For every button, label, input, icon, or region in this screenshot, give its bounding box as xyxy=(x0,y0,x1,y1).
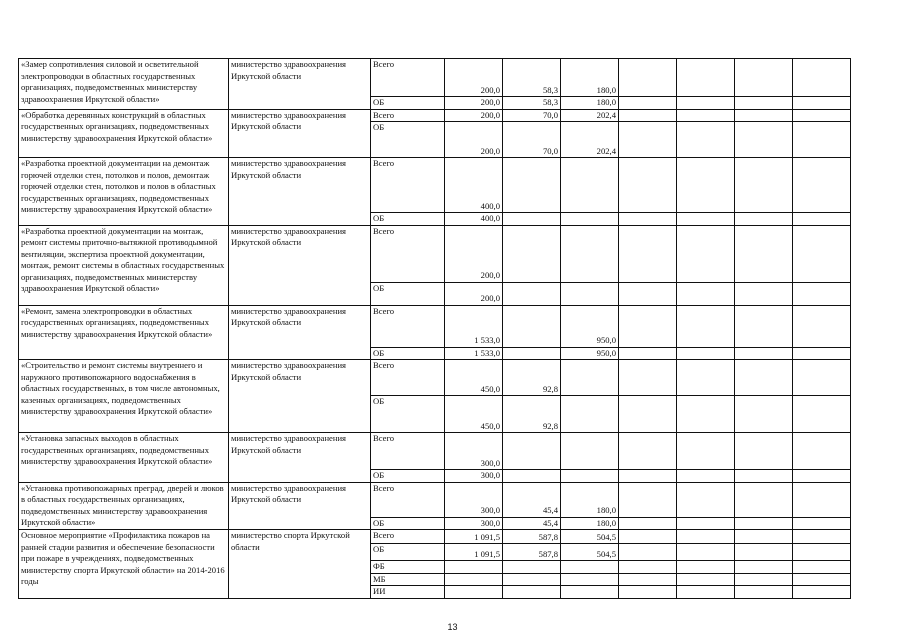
amount-cell xyxy=(735,470,793,483)
funding-source-cell: ОБ xyxy=(371,97,445,110)
amount-cell xyxy=(677,122,735,158)
measure-name-cell: «Строительство и ремонт системы внутреннего и наружного противопожарного водоснабжения в областных государственных, в том числе автономных, казенных организациях, подведомственных министерству здравоохранения Иркутской области» xyxy=(19,360,229,433)
amount-cell xyxy=(619,561,677,574)
amount-cell xyxy=(619,433,677,470)
executor-cell: министерство здравоохранения Иркутской области xyxy=(229,109,371,158)
amount-cell xyxy=(677,573,735,586)
funding-source-cell: Всего xyxy=(371,158,445,213)
amount-cell: 1 091,5 xyxy=(445,544,503,561)
page-number: 13 xyxy=(447,622,458,632)
budget-table-body xyxy=(19,59,905,599)
amount-cell xyxy=(503,225,561,282)
table-row xyxy=(19,530,905,544)
executor-cell: министерство здравоохранения Иркутской области xyxy=(229,360,371,433)
amount-cell xyxy=(677,109,735,122)
amount-cell: 950,0 xyxy=(561,305,619,347)
amount-cell xyxy=(735,158,793,213)
amount-cell xyxy=(561,433,619,470)
amount-cell: 300,0 xyxy=(445,482,503,517)
amount-cell: 1 091,5 xyxy=(445,530,503,544)
amount-cell xyxy=(619,109,677,122)
measure-name-cell: «Установка запасных выходов в областных государственных организациях, подведомственных министерству здравоохранения Иркутской области» xyxy=(19,433,229,483)
funding-source-cell: ФБ xyxy=(371,561,445,574)
amount-cell xyxy=(677,360,735,396)
amount-cell: 400,0 xyxy=(445,213,503,226)
amount-cell xyxy=(793,530,851,544)
amount-cell xyxy=(503,470,561,483)
funding-source-cell: ОБ xyxy=(371,122,445,158)
amount-cell xyxy=(793,213,851,226)
amount-cell xyxy=(619,225,677,282)
amount-cell: 70,0 xyxy=(503,109,561,122)
amount-cell xyxy=(793,225,851,282)
amount-cell xyxy=(677,396,735,433)
amount-cell xyxy=(735,530,793,544)
measure-name-cell: «Установка противопожарных преград, дверей и люков в областных государственных организациях, подведомственных министерству здравоохранения Иркутской области» xyxy=(19,482,229,530)
funding-source-cell: Всего xyxy=(371,305,445,347)
amount-cell: 200,0 xyxy=(445,282,503,305)
amount-cell xyxy=(793,396,851,433)
amount-cell xyxy=(735,561,793,574)
funding-source-cell: МБ xyxy=(371,573,445,586)
amount-cell xyxy=(619,122,677,158)
amount-cell: 180,0 xyxy=(561,482,619,517)
amount-cell xyxy=(677,433,735,470)
amount-cell xyxy=(561,213,619,226)
amount-cell xyxy=(561,282,619,305)
amount-cell: 450,0 xyxy=(445,360,503,396)
amount-cell: 92,8 xyxy=(503,360,561,396)
amount-cell xyxy=(793,347,851,360)
amount-cell xyxy=(677,586,735,599)
measure-name-cell: «Обработка деревянных конструкций в областных государственных организациях, подведомственных министерству здравоохранения Иркутской области» xyxy=(19,109,229,158)
amount-cell xyxy=(561,470,619,483)
amount-cell xyxy=(793,433,851,470)
amount-cell: 400,0 xyxy=(445,158,503,213)
executor-cell: министерство здравоохранения Иркутской области xyxy=(229,482,371,530)
measure-name-cell: Основное мероприятие «Профилактика пожаров на ранней стадии развития и обеспечение безопасности при пожаре в учреждениях, подведомственных министерству спорта Иркутской области» на 2014-2016 годы xyxy=(19,530,229,599)
amount-cell xyxy=(793,544,851,561)
funding-source-cell: ОБ xyxy=(371,470,445,483)
executor-cell: министерство здравоохранения Иркутской области xyxy=(229,158,371,226)
amount-cell xyxy=(735,97,793,110)
amount-cell: 1 533,0 xyxy=(445,347,503,360)
amount-cell: 92,8 xyxy=(503,396,561,433)
funding-source-cell: Всего xyxy=(371,109,445,122)
amount-cell xyxy=(735,225,793,282)
table-row xyxy=(19,305,905,347)
amount-cell xyxy=(561,561,619,574)
amount-cell xyxy=(619,213,677,226)
amount-cell xyxy=(677,517,735,530)
amount-cell xyxy=(619,347,677,360)
funding-source-cell: Всего xyxy=(371,360,445,396)
table-row xyxy=(19,59,905,97)
amount-cell xyxy=(793,586,851,599)
measure-name-cell: «Замер сопротивления силовой и осветительной электропроводки в областных государственных организациях, подведомственных министерству здравоохранения Иркутской области» xyxy=(19,59,229,110)
amount-cell xyxy=(619,470,677,483)
amount-cell: 504,5 xyxy=(561,544,619,561)
amount-cell xyxy=(677,59,735,97)
amount-cell xyxy=(677,158,735,213)
amount-cell xyxy=(735,482,793,517)
funding-source-cell: ОБ xyxy=(371,282,445,305)
executor-cell: министерство здравоохранения Иркутской области xyxy=(229,59,371,110)
amount-cell xyxy=(561,396,619,433)
amount-cell xyxy=(561,573,619,586)
amount-cell: 70,0 xyxy=(503,122,561,158)
funding-source-cell: Всего xyxy=(371,59,445,97)
budget-table xyxy=(18,58,905,599)
amount-cell xyxy=(677,530,735,544)
amount-cell xyxy=(735,433,793,470)
funding-source-cell: ОБ xyxy=(371,517,445,530)
amount-cell xyxy=(735,305,793,347)
amount-cell xyxy=(677,225,735,282)
executor-cell: министерство здравоохранения Иркутской области xyxy=(229,305,371,360)
amount-cell xyxy=(503,282,561,305)
amount-cell xyxy=(619,530,677,544)
funding-source-cell: Всего xyxy=(371,433,445,470)
executor-cell: министерство спорта Иркутской области xyxy=(229,530,371,599)
amount-cell: 450,0 xyxy=(445,396,503,433)
amount-cell xyxy=(503,158,561,213)
amount-cell: 180,0 xyxy=(561,59,619,97)
executor-cell: министерство здравоохранения Иркутской области xyxy=(229,433,371,483)
amount-cell: 200,0 xyxy=(445,122,503,158)
amount-cell xyxy=(503,433,561,470)
amount-cell xyxy=(677,305,735,347)
amount-cell xyxy=(561,225,619,282)
amount-cell: 200,0 xyxy=(445,97,503,110)
measure-name-cell: «Ремонт, замена электропроводки в областных государственных организациях, подведомственных министерству здравоохранения Иркутской области» xyxy=(19,305,229,360)
amount-cell xyxy=(619,305,677,347)
table-row xyxy=(19,433,905,470)
funding-source-cell: ОБ xyxy=(371,396,445,433)
amount-cell xyxy=(793,573,851,586)
funding-source-cell: ОБ xyxy=(371,213,445,226)
amount-cell xyxy=(619,360,677,396)
funding-source-cell: Всего xyxy=(371,225,445,282)
funding-source-cell: Всего xyxy=(371,530,445,544)
amount-cell xyxy=(561,158,619,213)
amount-cell: 587,8 xyxy=(503,530,561,544)
amount-cell xyxy=(793,59,851,97)
amount-cell xyxy=(561,360,619,396)
amount-cell xyxy=(793,470,851,483)
amount-cell: 202,4 xyxy=(561,109,619,122)
amount-cell xyxy=(735,586,793,599)
amount-cell xyxy=(677,470,735,483)
amount-cell xyxy=(503,586,561,599)
amount-cell xyxy=(735,347,793,360)
amount-cell xyxy=(503,347,561,360)
amount-cell xyxy=(619,573,677,586)
funding-source-cell: ИИ xyxy=(371,586,445,599)
amount-cell xyxy=(793,517,851,530)
amount-cell xyxy=(677,561,735,574)
amount-cell xyxy=(619,482,677,517)
table-row xyxy=(19,360,905,396)
amount-cell xyxy=(793,482,851,517)
amount-cell xyxy=(677,213,735,226)
amount-cell xyxy=(677,544,735,561)
amount-cell xyxy=(677,282,735,305)
table-row xyxy=(19,109,905,122)
amount-cell xyxy=(619,586,677,599)
amount-cell: 58,3 xyxy=(503,97,561,110)
amount-cell: 180,0 xyxy=(561,97,619,110)
amount-cell xyxy=(619,59,677,97)
amount-cell: 202,4 xyxy=(561,122,619,158)
amount-cell: 200,0 xyxy=(445,225,503,282)
measure-name-cell: «Разработка проектной документации на монтаж, ремонт системы приточно-вытяжной противодымной вентиляции, экспертиза проектной документации, монтаж, ремонт системы в областных государственных организациях, подведомственных министерству здравоохранения Иркутской области» xyxy=(19,225,229,305)
amount-cell xyxy=(619,158,677,213)
amount-cell: 587,8 xyxy=(503,544,561,561)
amount-cell: 200,0 xyxy=(445,109,503,122)
amount-cell xyxy=(619,517,677,530)
table-row xyxy=(19,482,905,517)
amount-cell xyxy=(561,586,619,599)
amount-cell xyxy=(735,360,793,396)
amount-cell xyxy=(619,97,677,110)
amount-cell xyxy=(677,97,735,110)
amount-cell xyxy=(619,544,677,561)
amount-cell: 45,4 xyxy=(503,482,561,517)
amount-cell xyxy=(793,97,851,110)
amount-cell xyxy=(793,158,851,213)
amount-cell xyxy=(445,573,503,586)
amount-cell xyxy=(793,305,851,347)
amount-cell: 180,0 xyxy=(561,517,619,530)
amount-cell: 300,0 xyxy=(445,517,503,530)
amount-cell xyxy=(677,482,735,517)
amount-cell: 300,0 xyxy=(445,470,503,483)
funding-source-cell: ОБ xyxy=(371,347,445,360)
amount-cell xyxy=(735,544,793,561)
amount-cell xyxy=(735,282,793,305)
executor-cell: министерство здравоохранения Иркутской области xyxy=(229,225,371,305)
amount-cell xyxy=(735,109,793,122)
amount-cell xyxy=(503,573,561,586)
amount-cell xyxy=(735,573,793,586)
amount-cell xyxy=(735,396,793,433)
amount-cell xyxy=(735,59,793,97)
amount-cell xyxy=(677,347,735,360)
amount-cell xyxy=(503,561,561,574)
amount-cell: 504,5 xyxy=(561,530,619,544)
table-row xyxy=(19,225,905,282)
amount-cell xyxy=(735,517,793,530)
amount-cell xyxy=(503,213,561,226)
amount-cell: 1 533,0 xyxy=(445,305,503,347)
funding-source-cell: ОБ xyxy=(371,544,445,561)
amount-cell: 58,3 xyxy=(503,59,561,97)
amount-cell: 300,0 xyxy=(445,433,503,470)
table-row xyxy=(19,158,905,213)
amount-cell: 45,4 xyxy=(503,517,561,530)
amount-cell xyxy=(735,213,793,226)
amount-cell xyxy=(445,586,503,599)
funding-source-cell: Всего xyxy=(371,482,445,517)
amount-cell xyxy=(793,282,851,305)
amount-cell: 950,0 xyxy=(561,347,619,360)
amount-cell xyxy=(445,561,503,574)
amount-cell xyxy=(619,396,677,433)
amount-cell xyxy=(793,561,851,574)
amount-cell xyxy=(793,360,851,396)
amount-cell xyxy=(793,109,851,122)
amount-cell xyxy=(793,122,851,158)
amount-cell: 200,0 xyxy=(445,59,503,97)
amount-cell xyxy=(619,282,677,305)
amount-cell xyxy=(503,305,561,347)
amount-cell xyxy=(735,122,793,158)
measure-name-cell: «Разработка проектной документации на демонтаж горючей отделки стен, потолков и полов, демонтаж горючей отделки стен, потолков и полов в областных государственных организациях, подведомственных министерству здравоохранения Иркутской области» xyxy=(19,158,229,226)
